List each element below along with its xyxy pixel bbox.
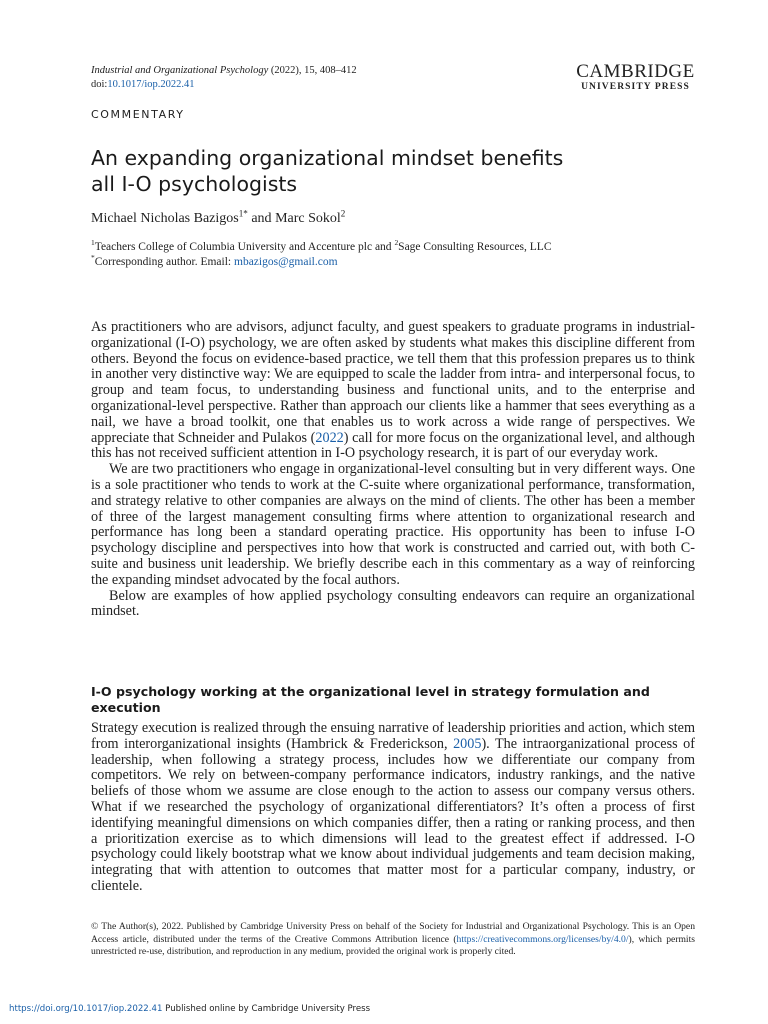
affiliation-text: Teachers College of Columbia University and Accenture plc and (94, 241, 395, 253)
affiliation-marker: 2 (394, 238, 399, 248)
citation-link[interactable]: 2022 (315, 429, 344, 446)
author-separator: and (247, 211, 276, 226)
page-footer (9, 1004, 370, 1014)
journal-volume: (2022), 15, 408–412 (268, 65, 357, 76)
paragraph-text: ) call for more focus on the organizational level, and although this has not received sufficient attention in I-O psychology research, it is part of our everyday work. (91, 429, 695, 462)
title-line-2: all I-O psychologists (91, 172, 298, 196)
affiliation-marker: 2 (340, 208, 346, 219)
affiliations (91, 240, 552, 270)
doi-link[interactable]: 10.1017/iop.2022.41 (107, 79, 195, 90)
license-text: ), which permits unrestricted re-use, distribution, and reproduction in any medium, provided the original work is properly cited. (91, 933, 695, 957)
cambridge-logo (574, 62, 697, 93)
paragraph: We are two practitioners who engage in organizational-level consulting but in very different ways. One is a sole practitioner who tends to work at the C-suite where organizational performance, transformation, and strategy relative to other companies are always on the mind of clients. The other has been a member of three of the largest management consulting firms where attention to organizational research and performance has long been a standard operating practice. His opportunity has been to infuse I-O psychology discipline and perspectives into how that work is constructed and carried out, with both C-suite and business unit leadership. We briefly describe each in this commentary as a way of reinforcing the expanding mindset advocated by the focal authors. (91, 461, 695, 588)
doi-prefix: doi: (91, 79, 108, 90)
affiliation-marker: 1 (91, 238, 95, 248)
paragraph (91, 320, 695, 462)
journal-name: Industrial and Organizational Psychology (91, 65, 269, 76)
logo-cambridge: CAMBRIDGE (576, 61, 695, 82)
license-link[interactable]: https://creativecommons.org/licenses/by/4.0/ (456, 933, 629, 945)
article-type-label: COMMENTARY (91, 108, 185, 121)
corresponding-marker: * (243, 208, 248, 219)
journal-citation (91, 64, 357, 92)
email-link[interactable]: mbazigos@gmail.com (234, 256, 338, 268)
citation-link[interactable]: 2005 (453, 735, 482, 752)
section-heading: I-O psychology working at the organizational level in strategy formulation and execution (91, 684, 650, 715)
affiliation-marker: 1 (238, 208, 244, 219)
author-name: Marc Sokol (275, 211, 341, 226)
corresponding-marker: * (91, 253, 95, 263)
body-text-section (91, 721, 695, 895)
corresponding-label: Corresponding author. Email: (94, 256, 234, 268)
logo-university-press: UNIVERSITY PRESS (581, 82, 690, 92)
paragraph (91, 721, 695, 895)
license-text: © The Author(s), 2022. Published by Cambridge University Press on behalf of the Society for Industrial and Organizational Psychology. This is an Open Access article, distributed under the terms of the Creative Commons Attribution licence ( (91, 921, 695, 945)
affiliation-text: Sage Consulting Resources, LLC (398, 241, 552, 253)
author-list (91, 208, 346, 227)
article-title (91, 145, 691, 197)
footer-doi-link[interactable]: https://doi.org/10.1017/iop.2022.41 (9, 1004, 163, 1014)
body-text (91, 320, 695, 620)
paragraph: Below are examples of how applied psychology consulting endeavors can require an organizational mindset. (91, 587, 695, 620)
paragraph-text: ). The intraorganizational process of leadership, when following a strategy process, includes how we differentiate our company from competitors. We rely on between-company performance indicators, industry rankings, and the native beliefs of those whom we assume are close enough to the action to assess our company versus others. What if we researched the psychology of organizational differentiators? It’s often a process of first identifying meaningful dimensions on which companies differ, then a rating or ranking process, and then a prioritization exercise as to which dimensions will lead to the greatest effect if addressed. I-O psychology could likely bootstrap what we know about individual judgements and team decision making, integrating that with attention to outcomes that matter most for a particular company, industry, or clientele. (91, 735, 695, 894)
title-line-1: An expanding organizational mindset benefits (91, 146, 564, 170)
license-notice (91, 921, 695, 959)
paragraph-text: As practitioners who are advisors, adjunct faculty, and guest speakers to graduate programs in industrial-organizational (I-O) psychology, we are often asked by students what makes this discipline different from others. Beyond the focus on evidence-based practice, we tell them that this profession prepares us to think in another very distinctive way: We are equipped to scale the ladder from intra- and interpersonal focus, to group and team focus, to understanding business and functional units, and to the enterprise and organizational-level perspective. Rather than approach our clients like a hammer that sees everything as a nail, we have a broad toolkit, one that enables us to work across a wide range of perspectives. We appreciate that Schneider and Pulakos ( (91, 319, 695, 446)
author-name: Michael Nicholas Bazigos (91, 211, 239, 226)
footer-published: Published online by Cambridge University Press (162, 1004, 371, 1014)
paragraph-text: Strategy execution is realized through the ensuing narrative of leadership priorities and action, which stem from interorganizational insights (Hambrick & Frederickson, (91, 720, 695, 752)
